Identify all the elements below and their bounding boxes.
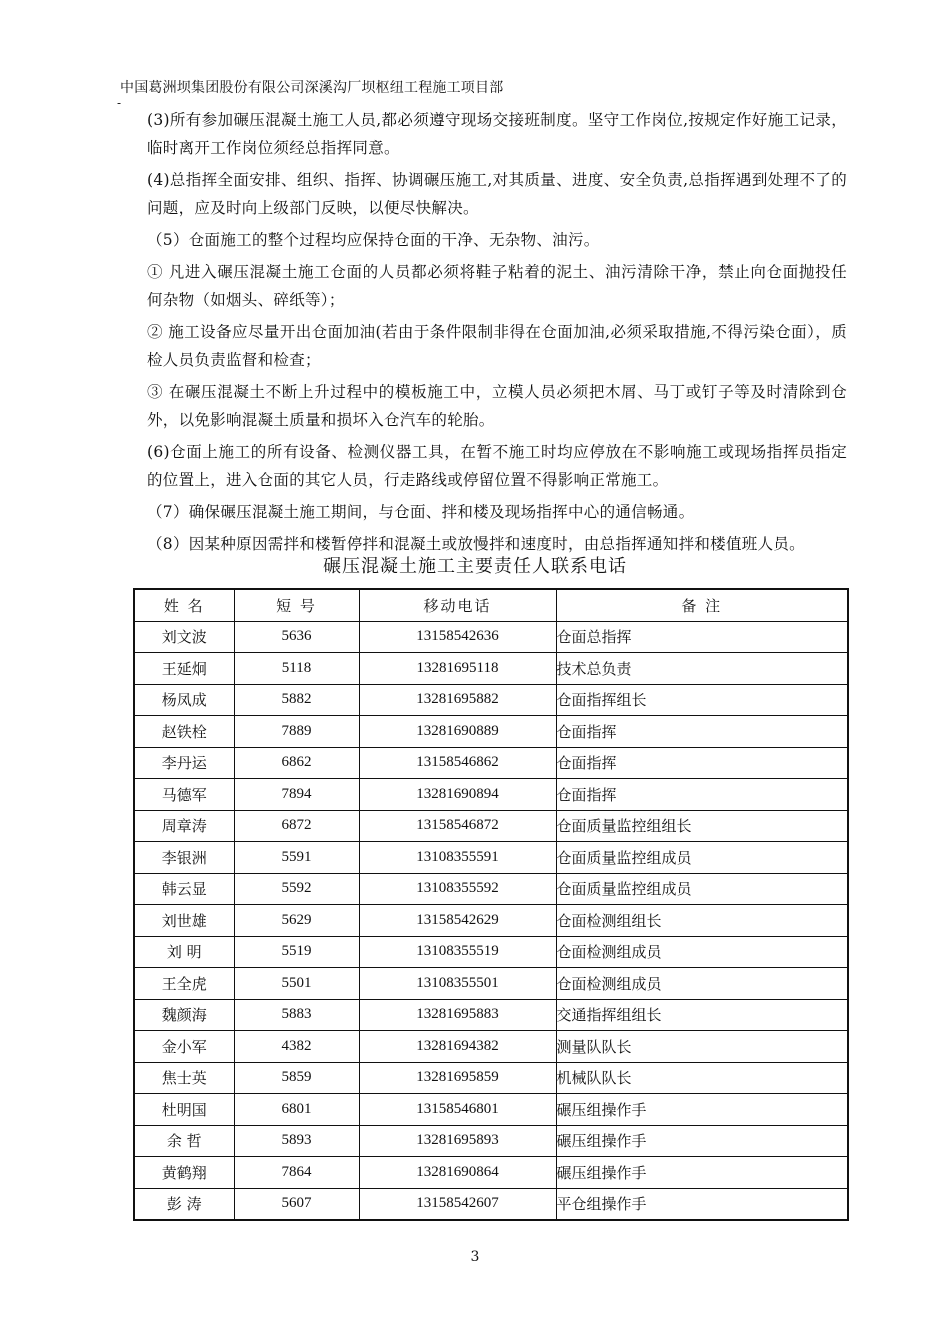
cell-short: 5118 bbox=[234, 653, 359, 685]
paragraph: （5）仓面施工的整个过程均应保持仓面的干净、无杂物、油污。 bbox=[147, 231, 600, 249]
cell-note: 仓面质量监控组成员 bbox=[556, 873, 848, 905]
cell-mobile: 13281690894 bbox=[359, 779, 556, 811]
cell-short: 5592 bbox=[234, 873, 359, 905]
header-note: 备 注 bbox=[556, 589, 848, 621]
header-name: 姓 名 bbox=[134, 589, 234, 621]
cell-mobile: 13108355519 bbox=[359, 936, 556, 968]
paragraph: （7）确保碾压混凝土施工期间，与仓面、拌和楼及现场指挥中心的通信畅通。 bbox=[147, 503, 695, 521]
paragraph: （8）因某种原因需拌和楼暂停拌和混凝土或放慢拌和速度时，由总指挥通知拌和楼值班人员。 bbox=[147, 535, 805, 553]
cell-short: 7864 bbox=[234, 1157, 359, 1189]
table-header-row bbox=[134, 589, 848, 621]
cell-mobile: 13281695893 bbox=[359, 1125, 556, 1157]
cell-name: 焦士英 bbox=[134, 1062, 234, 1094]
cell-name: 刘世雄 bbox=[134, 905, 234, 937]
cell-note: 仓面检测组成员 bbox=[556, 936, 848, 968]
table-row bbox=[134, 1031, 848, 1063]
table-row bbox=[134, 873, 848, 905]
table-row bbox=[134, 936, 848, 968]
cell-note: 平仓组操作手 bbox=[556, 1188, 848, 1220]
cell-name: 韩云显 bbox=[134, 873, 234, 905]
cell-note: 碾压组操作手 bbox=[556, 1125, 848, 1157]
cell-name: 余 哲 bbox=[134, 1125, 234, 1157]
cell-name: 赵铁栓 bbox=[134, 716, 234, 748]
cell-mobile: 13158546872 bbox=[359, 810, 556, 842]
cell-short: 7889 bbox=[234, 716, 359, 748]
cell-short: 5501 bbox=[234, 968, 359, 1000]
cell-mobile: 13281690864 bbox=[359, 1157, 556, 1189]
cell-note: 仓面质量监控组组长 bbox=[556, 810, 848, 842]
table-row bbox=[134, 684, 848, 716]
table-row bbox=[134, 1188, 848, 1220]
cell-short: 5591 bbox=[234, 842, 359, 874]
table-row bbox=[134, 1125, 848, 1157]
cell-short: 6801 bbox=[234, 1094, 359, 1126]
cell-name: 彭 涛 bbox=[134, 1188, 234, 1220]
table-row bbox=[134, 747, 848, 779]
cell-name: 魏颜海 bbox=[134, 999, 234, 1031]
cell-note: 仓面检测组成员 bbox=[556, 968, 848, 1000]
paragraph: (6)仓面上施工的所有设备、检测仪器工具，在暂不施工时均应停放在不影响施工或现场指挥员指定的位置上，进入仓面的其它人员，行走路线或停留位置不得影响正常施工。 bbox=[147, 443, 847, 489]
cell-note: 仓面质量监控组成员 bbox=[556, 842, 848, 874]
header-short: 短 号 bbox=[234, 589, 359, 621]
cell-mobile: 13281695882 bbox=[359, 684, 556, 716]
cell-short: 5636 bbox=[234, 621, 359, 653]
table-row bbox=[134, 1094, 848, 1126]
page-number: 3 bbox=[470, 1249, 480, 1265]
cell-note: 仓面指挥 bbox=[556, 779, 848, 811]
cell-name: 杜明国 bbox=[134, 1094, 234, 1126]
table-row bbox=[134, 1062, 848, 1094]
header-mobile: 移动电话 bbox=[359, 589, 556, 621]
table-row bbox=[134, 968, 848, 1000]
cell-short: 5882 bbox=[234, 684, 359, 716]
cell-name: 刘文波 bbox=[134, 621, 234, 653]
cell-note: 仓面指挥组长 bbox=[556, 684, 848, 716]
table-row bbox=[134, 999, 848, 1031]
cell-short: 5519 bbox=[234, 936, 359, 968]
cell-note: 仓面检测组组长 bbox=[556, 905, 848, 937]
table-row bbox=[134, 905, 848, 937]
cell-name: 王延炯 bbox=[134, 653, 234, 685]
header-dash: - bbox=[117, 96, 122, 110]
cell-mobile: 13108355591 bbox=[359, 842, 556, 874]
cell-short: 5883 bbox=[234, 999, 359, 1031]
paragraph: ③ 在碾压混凝土不断上升过程中的模板施工中，立模人员必须把木屑、马丁或钉子等及时清除到仓外，以免影响混凝土质量和损坏入仓汽车的轮胎。 bbox=[147, 383, 847, 429]
cell-mobile: 13281695118 bbox=[359, 653, 556, 685]
cell-note: 交通指挥组组长 bbox=[556, 999, 848, 1031]
cell-short: 6862 bbox=[234, 747, 359, 779]
cell-mobile: 13158542607 bbox=[359, 1188, 556, 1220]
cell-mobile: 13108355592 bbox=[359, 873, 556, 905]
cell-name: 马德军 bbox=[134, 779, 234, 811]
cell-name: 李丹运 bbox=[134, 747, 234, 779]
cell-mobile: 13281694382 bbox=[359, 1031, 556, 1063]
paragraph: ① 凡进入碾压混凝土施工仓面的人员都必须将鞋子粘着的泥土、油污清除干净，禁止向仓面抛投任何杂物（如烟头、碎纸等）； bbox=[147, 263, 847, 309]
cell-name: 李银洲 bbox=[134, 842, 234, 874]
cell-note: 碾压组操作手 bbox=[556, 1094, 848, 1126]
cell-note: 测量队队长 bbox=[556, 1031, 848, 1063]
table-row bbox=[134, 842, 848, 874]
paragraph: ② 施工设备应尽量开出仓面加油(若由于条件限制非得在仓面加油,必须采取措施,不得污染仓面），质检人员负责监督和检查； bbox=[147, 323, 847, 369]
table-row bbox=[134, 621, 848, 653]
cell-name: 黄鹤翔 bbox=[134, 1157, 234, 1189]
cell-name: 杨凤成 bbox=[134, 684, 234, 716]
cell-note: 仓面总指挥 bbox=[556, 621, 848, 653]
table-body bbox=[134, 621, 848, 1220]
table-row bbox=[134, 810, 848, 842]
cell-mobile: 13281690889 bbox=[359, 716, 556, 748]
cell-mobile: 13281695883 bbox=[359, 999, 556, 1031]
table-row bbox=[134, 716, 848, 748]
cell-short: 7894 bbox=[234, 779, 359, 811]
cell-short: 5859 bbox=[234, 1062, 359, 1094]
cell-short: 5893 bbox=[234, 1125, 359, 1157]
table-row bbox=[134, 1157, 848, 1189]
cell-name: 刘 明 bbox=[134, 936, 234, 968]
cell-short: 4382 bbox=[234, 1031, 359, 1063]
cell-mobile: 13158546862 bbox=[359, 747, 556, 779]
cell-note: 碾压组操作手 bbox=[556, 1157, 848, 1189]
cell-name: 王全虎 bbox=[134, 968, 234, 1000]
table-caption: 碾压混凝土施工主要责任人联系电话 bbox=[323, 556, 627, 577]
cell-note: 仓面指挥 bbox=[556, 716, 848, 748]
table-row bbox=[134, 779, 848, 811]
cell-mobile: 13158546801 bbox=[359, 1094, 556, 1126]
cell-mobile: 13281695859 bbox=[359, 1062, 556, 1094]
table-row bbox=[134, 653, 848, 685]
contact-table bbox=[133, 588, 849, 1221]
paragraph: (4)总指挥全面安排、组织、指挥、协调碾压施工,对其质量、进度、安全负责,总指挥遇到处理不了的问题，应及时向上级部门反映，以便尽快解决。 bbox=[147, 171, 847, 217]
cell-name: 金小军 bbox=[134, 1031, 234, 1063]
cell-note: 技术总负责 bbox=[556, 653, 848, 685]
body-text bbox=[147, 106, 847, 562]
cell-mobile: 13158542636 bbox=[359, 621, 556, 653]
cell-mobile: 13108355501 bbox=[359, 968, 556, 1000]
cell-name: 周章涛 bbox=[134, 810, 234, 842]
cell-short: 5629 bbox=[234, 905, 359, 937]
paragraph: (3)所有参加碾压混凝土施工人员,都必须遵守现场交接班制度。坚守工作岗位,按规定作好施工记录，临时离开工作岗位须经总指挥同意。 bbox=[147, 111, 847, 157]
cell-short: 6872 bbox=[234, 810, 359, 842]
cell-mobile: 13158542629 bbox=[359, 905, 556, 937]
cell-note: 机械队队长 bbox=[556, 1062, 848, 1094]
page-header: 中国葛洲坝集团股份有限公司深溪沟厂坝枢纽工程施工项目部 bbox=[120, 80, 504, 96]
cell-note: 仓面指挥 bbox=[556, 747, 848, 779]
cell-short: 5607 bbox=[234, 1188, 359, 1220]
